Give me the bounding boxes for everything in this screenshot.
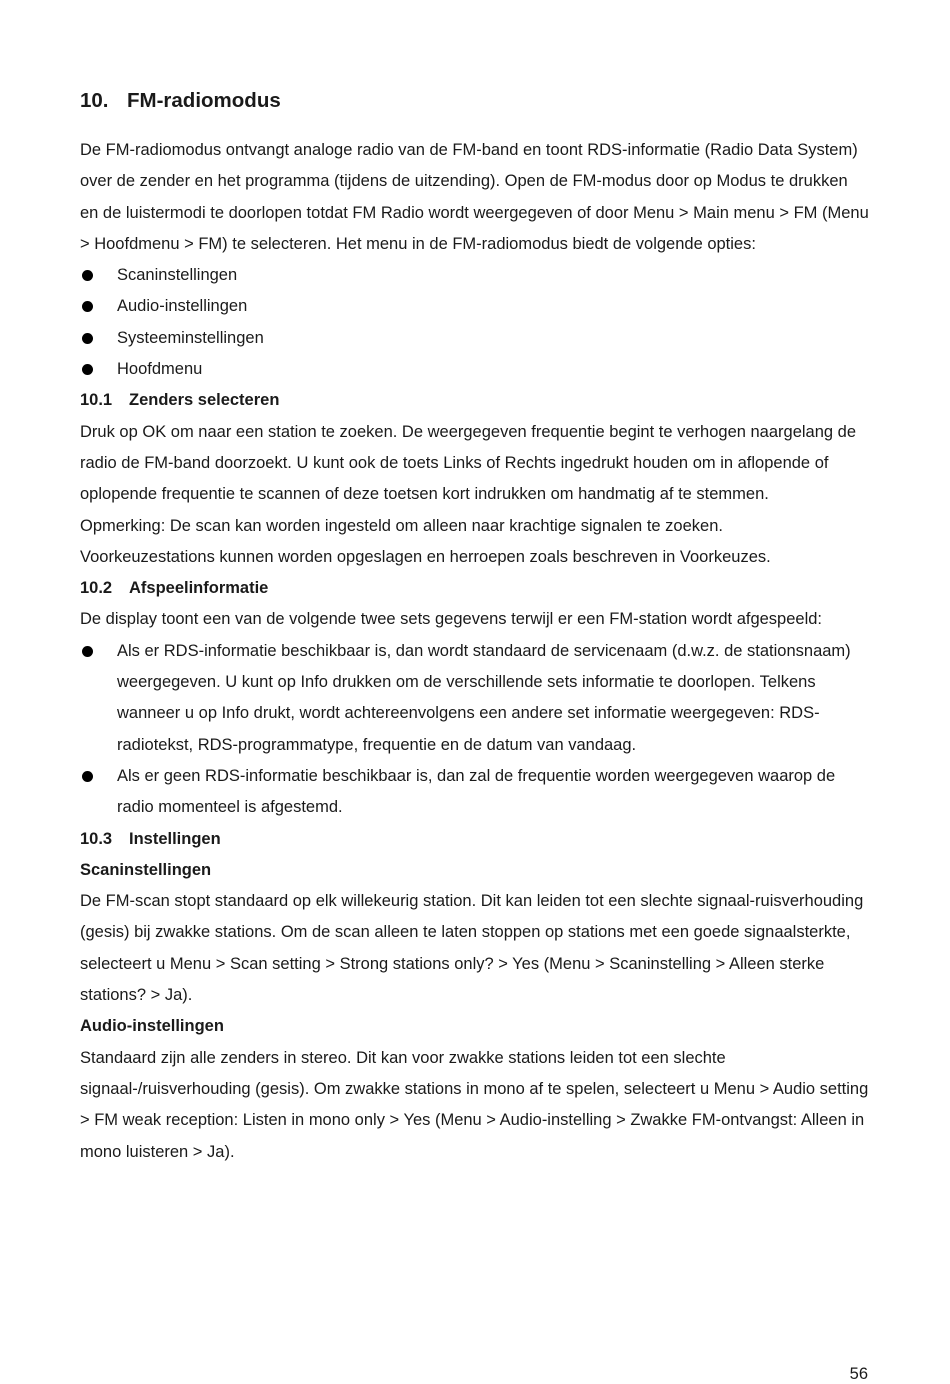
audio-settings-paragraph: Standaard zijn alle zenders in stereo. Dit kan voor zwakke stations leiden tot een slechte signaal-/ruisverhouding (gesis). Om zwakke stations in mono af te spelen, selecteert u Menu > Audio setting > FM weak reception: Listen in mono only > Yes (Menu > Audio-instelling > Zwakke FM-ontvangst: Alleen in mono luisteren > Ja).: [80, 1048, 869, 1161]
list-item: [80, 323, 870, 354]
chapter-number: 10.: [80, 89, 109, 112]
section-1-paragraph-3: Voorkeuzestations kunnen worden opgeslagen en herroepen zoals beschreven in Voorkeuzes.: [80, 547, 771, 566]
playback-info-list: [80, 636, 870, 824]
section-number: 10.2: [80, 579, 113, 598]
intro-paragraph: De FM-radiomodus ontvangt analoge radio van de FM-band en toont RDS-informatie (Radio Data System) over de zender en het programma (tijdens de uitzending). Open de FM-modus door op Modus te drukken en de luistermodi te doorlopen totdat FM Radio wordt weergegeven of door Menu > Main menu > FM (Menu > Hoofdmenu > FM) te selecteren. Het menu in de FM-radiomodus biedt de volgende opties:: [80, 141, 869, 253]
page-number: 56: [849, 1365, 868, 1383]
section-heading-10-3: [80, 824, 870, 855]
list-item: [80, 291, 870, 322]
section-number: 10.1: [80, 391, 113, 410]
list-item-text: Scaninstellingen: [117, 266, 238, 285]
document-page: [80, 86, 870, 1168]
bullet-icon: [82, 646, 93, 657]
bullet-icon: [82, 364, 93, 375]
subheading-audio-settings: Audio-instellingen: [80, 1017, 224, 1036]
section-title: Instellingen: [129, 829, 221, 848]
list-item-text: Audio-instellingen: [117, 297, 248, 316]
bullet-icon: [82, 771, 93, 782]
section-2-intro: De display toont een van de volgende twee sets gegevens terwijl er een FM-station wordt afgespeeld:: [80, 610, 823, 629]
list-item: [80, 354, 870, 385]
scan-settings-paragraph: De FM-scan stopt standaard op elk willekeurig station. Dit kan leiden tot een slechte signaal-ruisverhouding (gesis) bij zwakke stations. Om de scan alleen te laten stoppen op stations met een goede signaalsterkte, selecteert u Menu > Scan setting > Strong stations only? > Yes (Menu > Scaninstelling > Alleen sterke stations? > Ja).: [80, 892, 864, 1005]
chapter-title: [80, 86, 870, 116]
list-item-text: Hoofdmenu: [117, 360, 203, 379]
chapter-title-text: FM-radiomodus: [127, 89, 281, 112]
section-title: Afspeelinformatie: [129, 579, 269, 598]
bullet-icon: [82, 333, 93, 344]
list-item-text: Systeeminstellingen: [117, 328, 264, 347]
section-heading-10-2: [80, 573, 870, 604]
list-item: [80, 636, 870, 761]
subheading-scan-settings: Scaninstellingen: [80, 860, 212, 879]
section-1-note: Opmerking: De scan kan worden ingesteld om alleen naar krachtige signalen te zoeken.: [80, 516, 723, 535]
list-item-text: Als er RDS-informatie beschikbaar is, dan wordt standaard de servicenaam (d.w.z. de stationsnaam) weergegeven. U kunt op Info drukken om de verschillende sets informatie te doorlopen. Telkens wanneer u op Info drukt, wordt achtereenvolgens een andere set informatie weergegeven: RDS-radiotekst, RDS-programmatype, frequentie en de datum van vandaag.: [117, 641, 851, 754]
section-1-paragraph-1: Druk op OK om naar een station te zoeken. De weergegeven frequentie begint te verhogen naargelang de radio de FM-band doorzoekt. U kunt ook de toets Links of Rechts ingedrukt houden om in aflopende of oplopende frequentie te scannen of deze toetsen kort indrukken om handmatig af te stemmen.: [80, 422, 857, 504]
menu-options-list: [80, 260, 870, 385]
section-title: Zenders selecteren: [129, 391, 280, 410]
section-number: 10.3: [80, 829, 113, 848]
section-heading-10-1: [80, 385, 870, 416]
bullet-icon: [82, 270, 93, 281]
list-item-text: Als er geen RDS-informatie beschikbaar is, dan zal de frequentie worden weergegeven waarop de radio momenteel is afgestemd.: [117, 766, 836, 817]
list-item: [80, 260, 870, 291]
bullet-icon: [82, 301, 93, 312]
list-item: [80, 761, 870, 824]
